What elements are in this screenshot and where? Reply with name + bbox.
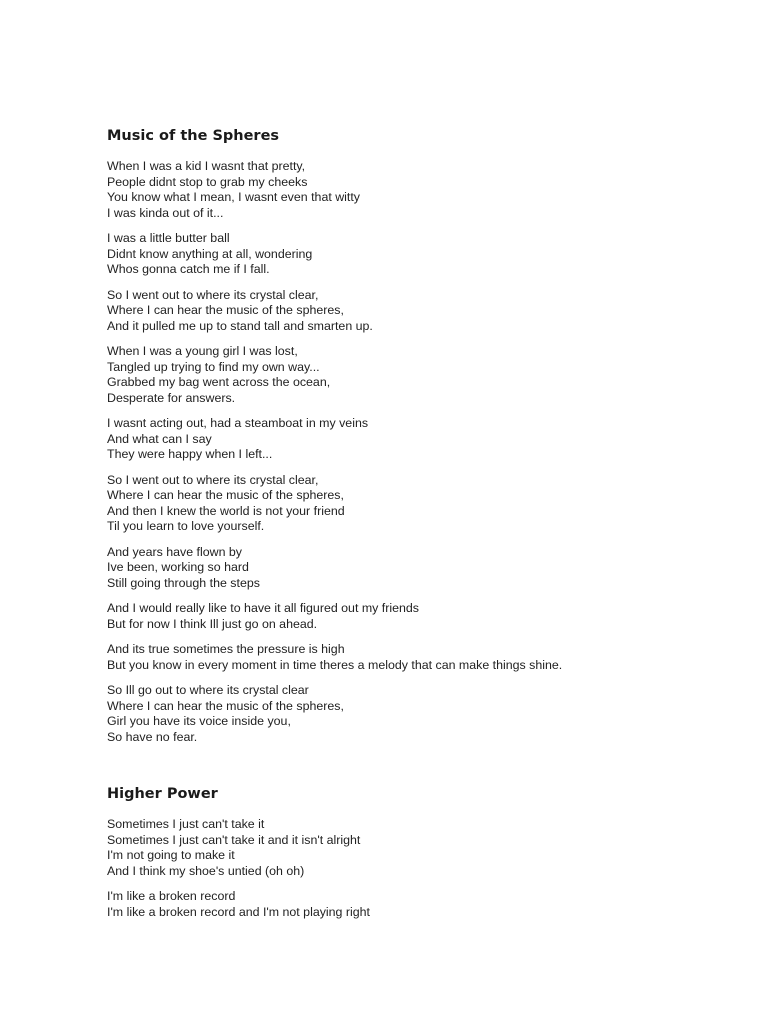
lyric-line: And then I knew the world is not your friend (107, 503, 345, 518)
lyric-line: And I would really like to have it all figured out my friends (107, 601, 419, 615)
song-stanzas (107, 817, 370, 920)
lyric-line: And years have flown by (107, 544, 242, 559)
lyric-line: Ive been, working so hard (107, 560, 249, 574)
stanza (107, 344, 562, 406)
lyric-line: Whos gonna catch me if I fall. (107, 262, 270, 276)
stanza (107, 889, 370, 920)
lyric-line: So I went out to where its crystal clear, (107, 287, 319, 302)
song-stanzas (107, 159, 562, 745)
stanza (107, 642, 562, 673)
stanza (107, 416, 562, 463)
lyric-line: I wasnt acting out, had a steamboat in my veins (107, 416, 369, 430)
lyric-line: They were happy when I left... (107, 447, 273, 461)
lyric-line: When I was a kid I wasnt that pretty, (107, 159, 306, 173)
lyric-line: Girl you have its voice inside you, (107, 714, 291, 728)
stanza (107, 231, 562, 278)
lyric-line: People didnt stop to grab my cheeks (107, 174, 308, 189)
lyric-line: I'm like a broken record and I'm not playing right (107, 904, 370, 919)
stanza (107, 545, 562, 592)
lyric-line: So I went out to where its crystal clear, (107, 472, 319, 487)
stanza (107, 159, 562, 221)
lyric-line: Where I can hear the music of the spheres, (107, 698, 344, 713)
lyric-line: But you know in every moment in time theres a melody that can make things shine. (107, 657, 563, 672)
lyric-line: So Ill go out to where its crystal clear (107, 683, 309, 697)
lyric-line: And what can I say (107, 431, 212, 446)
lyric-line: And its true sometimes the pressure is high (107, 642, 345, 656)
lyric-line: I was kinda out of it... (107, 205, 224, 220)
lyric-line: And I think my shoe's untied (oh oh) (107, 863, 305, 878)
lyric-line: I'm like a broken record (107, 889, 236, 903)
lyric-line: I'm not going to make it (107, 848, 235, 862)
lyric-line: Where I can hear the music of the spheres, (107, 303, 344, 317)
stanza (107, 817, 370, 879)
song-title: Higher Power (107, 786, 218, 802)
lyric-line: Where I can hear the music of the spheres, (107, 488, 344, 502)
lyric-line: Tangled up trying to find my own way... (107, 359, 320, 374)
lyric-line: Sometimes I just can't take it and it isn't alright (107, 832, 361, 847)
lyric-line: Grabbed my bag went across the ocean, (107, 375, 331, 389)
stanza (107, 683, 562, 745)
lyric-line: And it pulled me up to stand tall and smarten up. (107, 318, 373, 333)
song-higher-power (107, 784, 370, 930)
lyric-line: Still going through the steps (107, 575, 260, 590)
lyric-line: I was a little butter ball (107, 231, 230, 245)
stanza (107, 473, 562, 535)
lyric-line: Til you learn to love yourself. (107, 519, 265, 533)
lyric-line: Desperate for answers. (107, 390, 236, 405)
stanza (107, 288, 562, 335)
lyric-line: Sometimes I just can't take it (107, 817, 265, 831)
stanza (107, 601, 562, 632)
lyric-line: So have no fear. (107, 729, 198, 744)
song-music-of-the-spheres (107, 126, 562, 755)
lyric-line: But for now I think Ill just go on ahead. (107, 616, 318, 631)
lyric-line: When I was a young girl I was lost, (107, 344, 298, 358)
lyric-line: Didnt know anything at all, wondering (107, 246, 313, 261)
lyric-line: You know what I mean, I wasnt even that witty (107, 190, 360, 204)
song-title: Music of the Spheres (107, 128, 280, 144)
